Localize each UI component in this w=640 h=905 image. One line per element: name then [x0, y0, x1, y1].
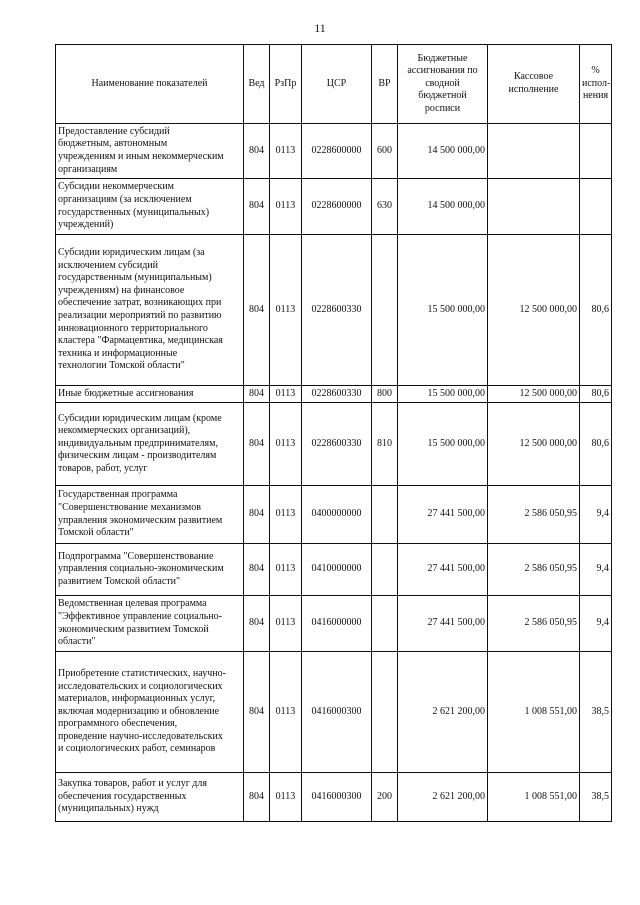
- cell-cash: 12 500 000,00: [488, 235, 580, 386]
- table-row: [56, 773, 612, 822]
- cell-csr: 0410000000: [302, 544, 372, 596]
- cell-csr: 0416000300: [302, 773, 372, 822]
- table-row: [56, 544, 612, 596]
- cell-cash: 12 500 000,00: [488, 403, 580, 486]
- cell-cash: 1 008 551,00: [488, 773, 580, 822]
- cell-rzpr: 0113: [270, 403, 302, 486]
- cell-ved: 804: [244, 403, 270, 486]
- cell-assignments: 14 500 000,00: [398, 179, 488, 235]
- cell-cash: 2 586 050,95: [488, 596, 580, 652]
- cell-vr: [372, 596, 398, 652]
- cell-ved: 804: [244, 235, 270, 386]
- cell-vr: 200: [372, 773, 398, 822]
- cell-vr: [372, 544, 398, 596]
- header-cash: Кассовое исполнение: [488, 45, 580, 124]
- cell-percent: 9,4: [580, 596, 612, 652]
- header-assignments: Бюджетные ассигнования по сводной бюджетной росписи: [398, 45, 488, 124]
- cell-csr: 0416000000: [302, 596, 372, 652]
- cell-ved: 804: [244, 652, 270, 773]
- cell-percent: 80,6: [580, 403, 612, 486]
- cell-cash: [488, 124, 580, 179]
- table-row: [56, 235, 612, 386]
- cell-assignments: 15 500 000,00: [398, 386, 488, 403]
- header-ved: Вед: [244, 45, 270, 124]
- cell-csr: 0228600000: [302, 124, 372, 179]
- cell-rzpr: 0113: [270, 235, 302, 386]
- cell-rzpr: 0113: [270, 124, 302, 179]
- cell-assignments: 2 621 200,00: [398, 773, 488, 822]
- cell-vr: 800: [372, 386, 398, 403]
- header-rzpr: РзПр: [270, 45, 302, 124]
- cell-name: Субсидии некоммерческим организациям (за исключением государственных (муниципальных) учреждений): [56, 179, 244, 235]
- cell-rzpr: 0113: [270, 652, 302, 773]
- cell-percent: 9,4: [580, 486, 612, 544]
- cell-name: Иные бюджетные ассигнования: [56, 386, 244, 403]
- cell-percent: [580, 124, 612, 179]
- cell-cash: 2 586 050,95: [488, 544, 580, 596]
- table-row: [56, 124, 612, 179]
- cell-cash: [488, 179, 580, 235]
- cell-vr: [372, 652, 398, 773]
- cell-csr: 0400000000: [302, 486, 372, 544]
- cell-cash: 12 500 000,00: [488, 386, 580, 403]
- cell-vr: [372, 235, 398, 386]
- cell-name: Закупка товаров, работ и услуг для обеспечения государственных (муниципальных) нужд: [56, 773, 244, 822]
- cell-assignments: 14 500 000,00: [398, 124, 488, 179]
- table-row: [56, 386, 612, 403]
- cell-ved: 804: [244, 486, 270, 544]
- cell-ved: 804: [244, 179, 270, 235]
- cell-ved: 804: [244, 596, 270, 652]
- cell-name: Приобретение статистических, научно- исследовательских и социологических материалов, информационных услуг, включая модернизацию и обновление программного обеспечения, проведение научно-исследовательских и социологических работ, семинаров: [56, 652, 244, 773]
- table-row: [56, 179, 612, 235]
- cell-name: Подпрограмма "Совершенствование управления социально-экономическим развитием Томской области": [56, 544, 244, 596]
- cell-ved: 804: [244, 773, 270, 822]
- cell-vr: [372, 486, 398, 544]
- cell-rzpr: 0113: [270, 386, 302, 403]
- cell-ved: 804: [244, 544, 270, 596]
- cell-assignments: 27 441 500,00: [398, 544, 488, 596]
- cell-rzpr: 0113: [270, 596, 302, 652]
- cell-csr: 0228600330: [302, 386, 372, 403]
- cell-percent: 80,6: [580, 235, 612, 386]
- cell-percent: [580, 179, 612, 235]
- cell-rzpr: 0113: [270, 773, 302, 822]
- cell-ved: 804: [244, 124, 270, 179]
- header-csr: ЦСР: [302, 45, 372, 124]
- cell-rzpr: 0113: [270, 544, 302, 596]
- cell-csr: 0228600330: [302, 235, 372, 386]
- header-percent: % испол- нения: [580, 45, 612, 124]
- cell-cash: 1 008 551,00: [488, 652, 580, 773]
- table-row: [56, 403, 612, 486]
- cell-assignments: 27 441 500,00: [398, 486, 488, 544]
- cell-name: Ведомственная целевая программа "Эффективное управление социально- экономическим развитием Томской области": [56, 596, 244, 652]
- cell-assignments: 15 500 000,00: [398, 403, 488, 486]
- table-header-row: [56, 45, 612, 124]
- table-row: [56, 652, 612, 773]
- cell-name: Предоставление субсидий бюджетным, автономным учреждениям и иным некоммерческим организациям: [56, 124, 244, 179]
- cell-cash: 2 586 050,95: [488, 486, 580, 544]
- cell-rzpr: 0113: [270, 179, 302, 235]
- cell-percent: 80,6: [580, 386, 612, 403]
- cell-assignments: 15 500 000,00: [398, 235, 488, 386]
- header-name: Наименование показателей: [56, 45, 244, 124]
- cell-csr: 0228600330: [302, 403, 372, 486]
- cell-assignments: 27 441 500,00: [398, 596, 488, 652]
- header-vr: ВР: [372, 45, 398, 124]
- cell-rzpr: 0113: [270, 486, 302, 544]
- budget-table: [55, 44, 612, 822]
- cell-csr: 0416000300: [302, 652, 372, 773]
- cell-assignments: 2 621 200,00: [398, 652, 488, 773]
- cell-vr: 630: [372, 179, 398, 235]
- table-row: [56, 486, 612, 544]
- cell-vr: 600: [372, 124, 398, 179]
- table-row: [56, 596, 612, 652]
- cell-percent: 38,5: [580, 773, 612, 822]
- cell-name: Субсидии юридическим лицам (за исключением субсидий государственным (муниципальным) учреждениям) на финансовое обеспечение затрат, возникающих при реализации мероприятий по развитию инновационного территориального кластера "Фармацевтика, медицинская техника и информационные технологии Томской области": [56, 235, 244, 386]
- cell-percent: 38,5: [580, 652, 612, 773]
- page-number: 11: [314, 21, 326, 35]
- cell-name: Государственная программа "Совершенствование механизмов управления экономическим развитием Томской области": [56, 486, 244, 544]
- cell-vr: 810: [372, 403, 398, 486]
- cell-csr: 0228600000: [302, 179, 372, 235]
- cell-ved: 804: [244, 386, 270, 403]
- cell-percent: 9,4: [580, 544, 612, 596]
- cell-name: Субсидии юридическим лицам (кроме некоммерческих организаций), индивидуальным предпринимателям, физическим лицам - производителям товаров, работ, услуг: [56, 403, 244, 486]
